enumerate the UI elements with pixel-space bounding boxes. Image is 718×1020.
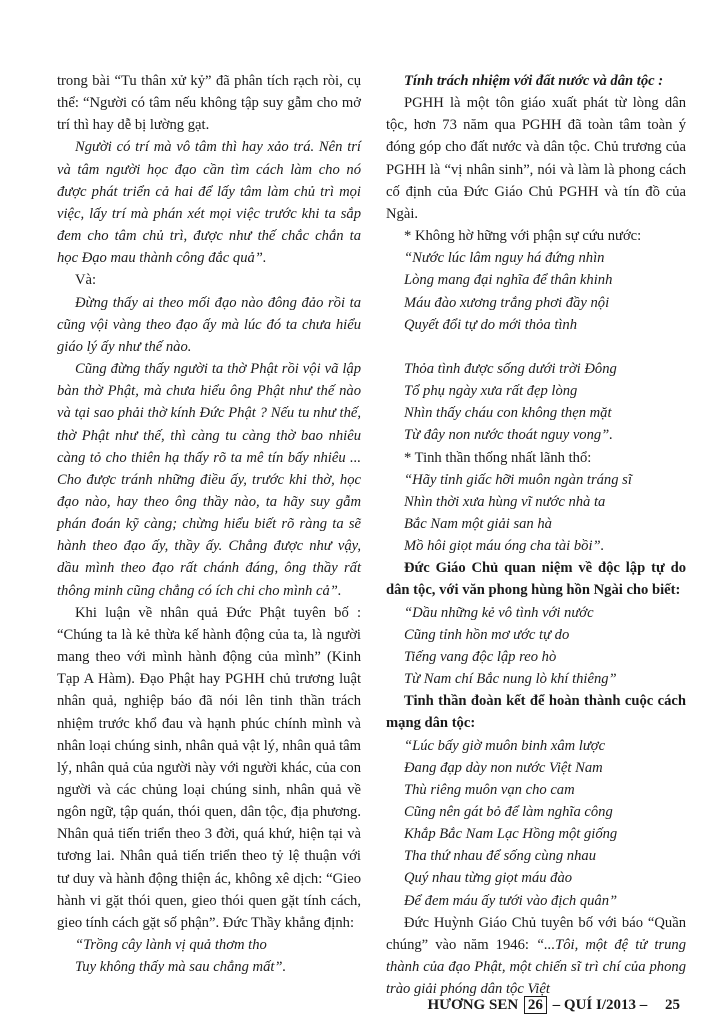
- section-heading: Tính trách nhiệm với đất nước và dân tộc :: [404, 73, 664, 89]
- paragraph-text: Đức Huỳnh Giáo Chủ tuyên bố với báo “Quần chúng” vào năm 1946:: [386, 914, 686, 953]
- section-heading: Tinh thần đoàn kết để hoàn thành cuộc cách mạng dân tộc:: [386, 693, 686, 732]
- issue-number: 26: [524, 996, 547, 1014]
- verse-line: Tổ phụ ngày xưa rất đẹp lòng: [404, 383, 578, 400]
- verse-line: Thù riêng muôn vạn cho cam: [404, 781, 575, 798]
- verse-block: [386, 602, 686, 691]
- verse-line: Nhìn thấy cháu con không thẹn mặt: [404, 405, 612, 422]
- verse-block: [57, 934, 361, 978]
- verse-line: Quyết đổi tự do mới thỏa tình: [404, 316, 578, 333]
- verse-line: Bắc Nam một giải san hà: [404, 515, 552, 532]
- verse-line: Tha thứ nhau để sống cùng nhau: [404, 848, 596, 865]
- verse-line: Cũng tỉnh hồn mơ ước tự do: [404, 626, 570, 643]
- verse-line: Quý nhau từng giọt máu đào: [404, 870, 573, 887]
- paragraph: Người có trí mà vô tâm thì hay xảo trá. Nên trí và tâm người học đạo cần tìm cách làm cho nó được phát triển cả hai để lấy tâm làm chủ trì mọi việc, lấy trí mà phán xét mọi việc trước khi ta sắp đem cho tâm chủ trì, được như thế chắc chắn ta học Đạo mau thành công đắc quả”.: [57, 139, 361, 267]
- verse-line: Máu đào xương trắng phơi đầy nội: [404, 294, 610, 311]
- verse-line: Mồ hôi giọt máu óng cha tài bồi”.: [404, 538, 605, 555]
- right-column: [386, 70, 686, 1000]
- verse-line: “Dầu những kẻ vô tình với nước: [404, 604, 594, 621]
- verse-line: Từ đây non nước thoát nguy vong”.: [404, 427, 613, 444]
- verse-line: Khắp Bắc Nam Lạc Hồng một giống: [404, 826, 618, 843]
- verse-line: Để đem máu ấy tưới vào địch quân”: [404, 892, 618, 909]
- magazine-name: HƯƠNG SEN: [427, 997, 519, 1013]
- bullet-line: * Tinh thần thống nhất lãnh thổ:: [404, 449, 592, 466]
- section-heading: Đức Giáo Chủ quan niệm về độc lập tự do dân tộc, với văn phong hùng hồn Ngài cho biết:: [386, 560, 686, 599]
- verse-line: Từ Nam chí Bắc nung lò khí thiêng”: [404, 671, 617, 688]
- paragraph: Cũng đừng thấy người ta thờ Phật rồi vội vã lập bàn thờ Phật, mà chưa hiểu ông Phật như thế nào và tại sao phải thờ kính Đức Phật ? Nếu tu như thế, thờ Phật như thế, thì càng tu càng thờ bao nhiêu càng tỏ cho thiên hạ thấy rõ ta mê tín bấy nhiêu ... Cho được tránh những điều ấy, trước khi thờ, học đạo nào, hay theo ông thầy nào, ta hãy suy gẫm phán đoán kỹ càng; chừng hiểu biết rõ ràng ta sẽ hành theo đạo ấy, thầy ấy. Chẳng được như vậy, dầu mình theo đạo rất chánh đáng, ông thầy rất thông minh cũng chẳng có ích chi cho mình cả”.: [57, 361, 361, 599]
- verse-block: [386, 247, 686, 336]
- verse-line: “Hãy tỉnh giấc hỡi muôn ngàn tráng sĩ: [404, 471, 632, 488]
- paragraph: Khi luận về nhân quả Đức Phật tuyên bố : “Chúng ta là kẻ thừa kế hành động của ta, là người mang theo với mình hành động của mình” (Kinh Tạp A Hàm). Đạo Phật hay PGHH chủ trương luật nhân quả, nghiệp báo đã nói lên tinh thần trách nhiệm trước khổ đau và hạnh phúc chính mình và nhân loại chúng sinh, nhân quả vật lý, nhân quả tâm lý, nhân quả của người này với người khác, của con người và các chủng loại chúng sinh, nhân quả về ngôn ngữ, tập quán, thói quen, dân tộc, địa phương. Nhân quả tiến triển theo 3 đời, quá khứ, hiện tại và tương lai. Nhân quả tiến triển theo tỷ lệ thuận với tư duy và hành động thiện ác, không xê dịch: “Gieo hành vi gặt thói quen, gieo thói quen gặt tính cách, gieo tính cách gặt số phận”. Đức Thầy khẳng định:: [57, 604, 361, 931]
- verse-block: [386, 358, 686, 447]
- page-number: 25: [665, 997, 680, 1013]
- stanza-gap: [386, 336, 686, 358]
- paragraph: Đừng thấy ai theo mối đạo nào đông đảo rồi ta cũng vội vàng theo đạo ấy mà lúc đó ta chưa hiểu giáo lý ấy như thế nào.: [57, 294, 361, 355]
- paragraph: PGHH là một tôn giáo xuất phát từ lòng dân tộc, hơn 73 năm qua PGHH đã toàn tâm toàn ý đóng góp cho đất nước và dân tộc. Chủ trương của PGHH là “vị nhân sinh”, nói và làm là phong cách cố định của Đức Giáo Chủ PGHH và tín đồ của Ngài.: [386, 95, 686, 222]
- bullet-line: * Không hờ hững với phận sự cứu nước:: [404, 228, 642, 245]
- paragraph-text: trong bài “Tu thân xử kỷ” đã phân tích rạch ròi, cụ thể: “Người có tâm nếu không tập suy gẫm cho mở trí thì hay dễ bị lường gạt.: [57, 73, 361, 134]
- verse-block: [386, 735, 686, 912]
- quote-text: “...Tôi, một đệ tử trung thành của đạo Phật, một chiến sĩ trì chí của phong trào giải phóng dân tộc Việt: [386, 936, 686, 998]
- verse-line: Thỏa tình được sống dưới trời Đông: [404, 360, 617, 377]
- verse-line: “Nước lúc lâm nguy há đứng nhìn: [404, 250, 605, 267]
- issue-quarter: – QUÍ I/2013 –: [552, 997, 648, 1013]
- verse-line: Tiếng vang độc lập reo hò: [404, 648, 557, 665]
- paragraph: [57, 70, 361, 136]
- paragraph: Và:: [75, 272, 97, 289]
- verse-line: “Lúc bấy giờ muôn binh xâm lược: [404, 737, 606, 754]
- verse-line: Nhìn thời xưa hùng vĩ nước nhà ta: [404, 493, 606, 510]
- paragraph: [386, 912, 686, 1001]
- verse-block: [386, 469, 686, 558]
- verse-line: Cũng nên gát bỏ để làm nghĩa công: [404, 804, 613, 820]
- verse-line: “Trồng cây lành vị quả thơm tho: [75, 937, 267, 954]
- verse-line: Lòng mang đại nghĩa để thân khinh: [404, 272, 613, 289]
- left-column: [57, 70, 361, 978]
- page-footer: [427, 996, 680, 1014]
- verse-line: Tuy không thấy mà sau chẳng mất”.: [75, 959, 287, 976]
- verse-line: Đang đạp dày non nước Việt Nam: [404, 759, 603, 776]
